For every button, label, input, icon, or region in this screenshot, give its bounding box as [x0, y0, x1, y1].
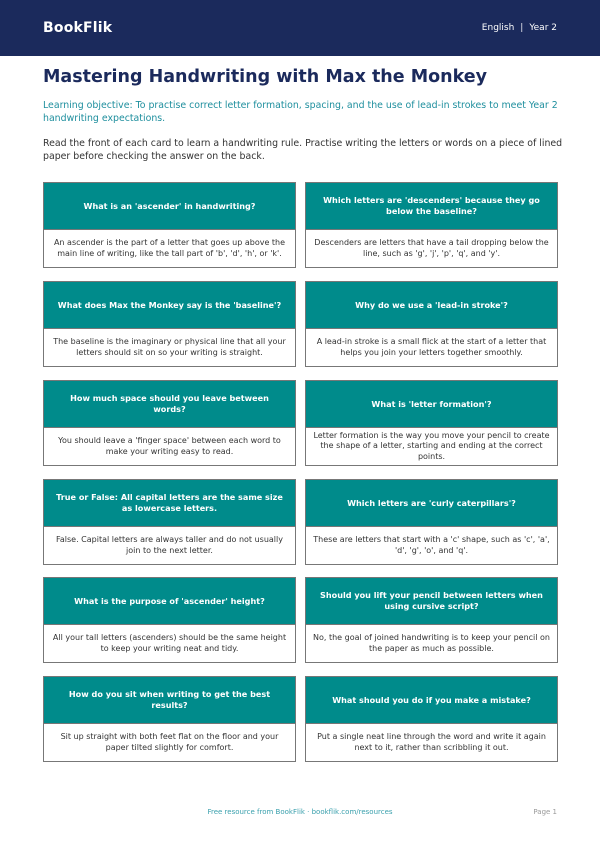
brand-logo: BookFlik [43, 20, 113, 36]
card-front: Which letters are 'curly caterpillars'? [305, 479, 558, 527]
card-front: Why do we use a 'lead-in stroke'? [305, 281, 558, 329]
page-footer [0, 808, 600, 820]
card-back: Sit up straight with both feet flat on the floor and your paper tilted slightly for comfort. [43, 724, 296, 762]
flashcard[interactable] [305, 676, 558, 762]
card-back: Descenders are letters that have a tail dropping below the line, such as 'g', 'j', 'p', 'q', and 'y'. [305, 230, 558, 268]
card-row [43, 676, 558, 762]
card-front: What does Max the Monkey say is the 'baseline'? [43, 281, 296, 329]
flashcard[interactable] [43, 577, 296, 663]
page-header [0, 0, 600, 56]
header-meta [482, 23, 557, 33]
card-front: What is the purpose of 'ascender' height? [43, 577, 296, 625]
meta-separator: | [520, 23, 524, 33]
year-label: Year 2 [529, 23, 557, 33]
card-front: True or False: All capital letters are the same size as lowercase letters. [43, 479, 296, 527]
flashcard[interactable] [43, 676, 296, 762]
flashcard[interactable] [43, 380, 296, 466]
card-front: How much space should you leave between words? [43, 380, 296, 428]
card-row [43, 577, 558, 663]
card-back: An ascender is the part of a letter that goes up above the main line of writing, like the tall part of 'b', 'd', 'h', or 'k'. [43, 230, 296, 268]
card-front: Which letters are 'descenders' because they go below the baseline? [305, 182, 558, 230]
card-back: Put a single neat line through the word and write it again next to it, rather than scribbling it out. [305, 724, 558, 762]
card-back: A lead-in stroke is a small flick at the start of a letter that helps you join your letters together smoothly. [305, 329, 558, 367]
card-back: No, the goal of joined handwriting is to keep your pencil on the paper as much as possible. [305, 625, 558, 663]
card-front: How do you sit when writing to get the best results? [43, 676, 296, 724]
card-back: You should leave a 'finger space' between each word to make your writing easy to read. [43, 428, 296, 466]
card-row [43, 182, 558, 268]
card-row [43, 281, 558, 367]
card-front: What is an 'ascender' in handwriting? [43, 182, 296, 230]
flashcard[interactable] [305, 182, 558, 268]
flashcard[interactable] [43, 479, 296, 565]
card-back: The baseline is the imaginary or physical line that all your letters should sit on so your writing is straight. [43, 329, 296, 367]
footer-source-link[interactable]: Free resource from BookFlik · bookflik.com/resources [207, 808, 393, 816]
flashcard[interactable] [305, 281, 558, 367]
flashcard[interactable] [43, 281, 296, 367]
card-front: Should you lift your pencil between letters when using cursive script? [305, 577, 558, 625]
card-back: False. Capital letters are always taller and do not usually join to the next letter. [43, 527, 296, 565]
card-back: Letter formation is the way you move your pencil to create the shape of a letter, starting and ending at the correct points. [305, 428, 558, 466]
learning-objective: Learning objective: To practise correct letter formation, spacing, and the use of lead-in strokes to meet Year 2 handwriting expectations. [43, 100, 558, 124]
card-row [43, 380, 558, 466]
card-row [43, 479, 558, 565]
flashcard[interactable] [43, 182, 296, 268]
page-title: Mastering Handwriting with Max the Monkey [43, 67, 488, 87]
flashcard[interactable] [305, 577, 558, 663]
flashcard[interactable] [305, 380, 558, 466]
card-front: What is 'letter formation'? [305, 380, 558, 428]
card-front: What should you do if you make a mistake? [305, 676, 558, 724]
instructions: Read the front of each card to learn a handwriting rule. Practise writing the letters or words on a piece of lined paper before checking the answer on the back. [43, 138, 563, 162]
card-back: These are letters that start with a 'c' shape, such as 'c', 'a', 'd', 'g', 'o', and 'q'. [305, 527, 558, 565]
flashcard[interactable] [305, 479, 558, 565]
language-label: English [481, 23, 515, 33]
card-back: All your tall letters (ascenders) should be the same height to keep your writing neat and tidy. [43, 625, 296, 663]
page-number: Page 1 [533, 808, 557, 816]
